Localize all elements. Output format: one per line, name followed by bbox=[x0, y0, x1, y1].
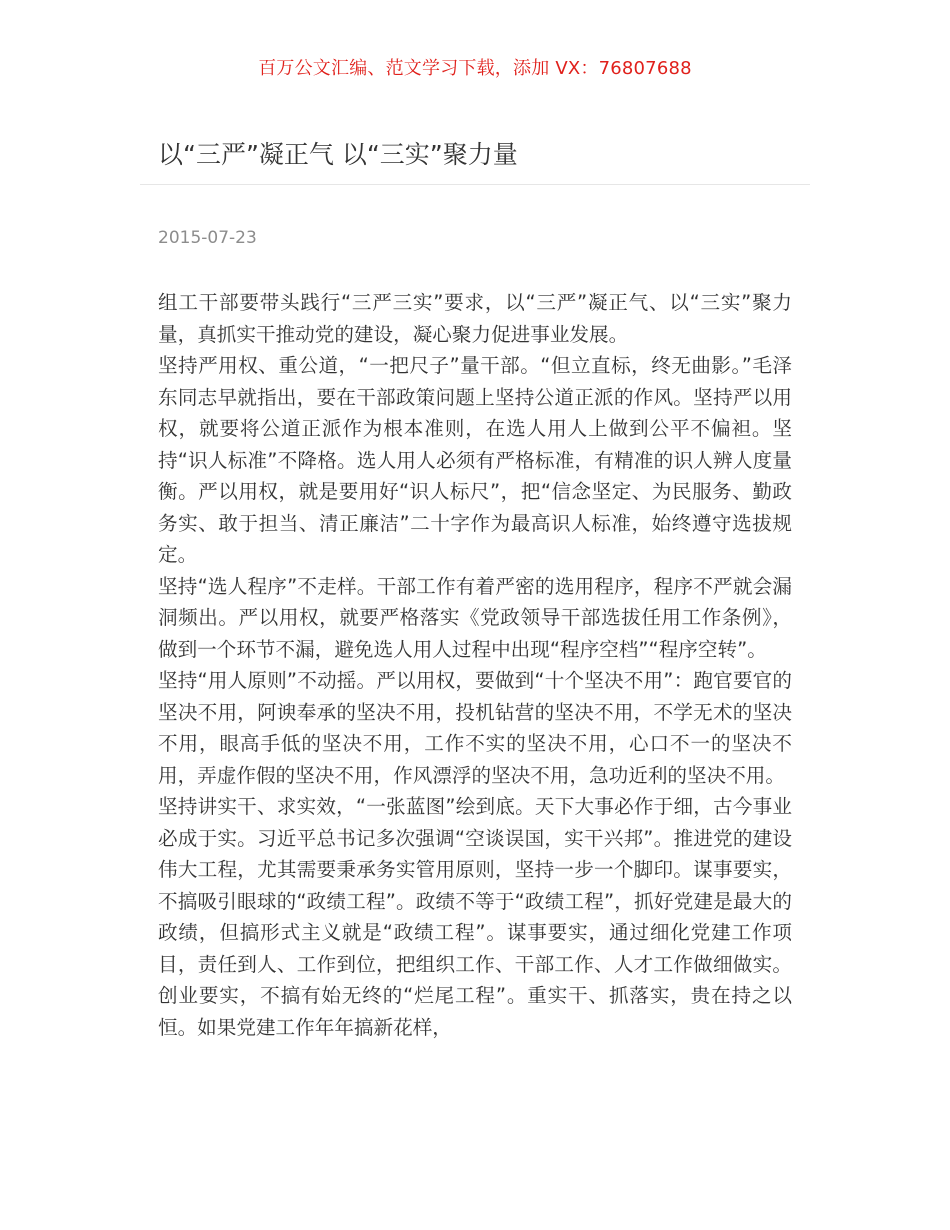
publish-date: 2015-07-23 bbox=[158, 228, 257, 248]
article-title: 以“三严”凝正气 以“三实”聚力量 bbox=[158, 140, 518, 169]
article-body bbox=[158, 287, 792, 1043]
paragraph: 组工干部要带头践行“三严三实”要求，以“三严”凝正气、以“三实”聚力量，真抓实干推动党的建设，凝心聚力促进事业发展。 bbox=[158, 291, 792, 346]
title-divider bbox=[140, 184, 810, 185]
paragraph: 坚持严用权、重公道，“一把尺子”量干部。“但立直标，终无曲影。”毛泽东同志早就指出，要在干部政策问题上坚持公道正派的作风。坚持严以用权，就要将公道正派作为根本准则，在选人用人上做到公平不偏袒。坚持“识人标准”不降格。选人用人必须有严格标准，有精准的识人辨人度量衡。严以用权，就是要用好“识人标尺”，把“信念坚定、为民服务、勤政务实、敢于担当、清正廉洁”二十字作为最高识人标准，始终遵守选拔规定。 bbox=[158, 354, 792, 566]
paragraph: 坚持“用人原则”不动摇。严以用权，要做到“十个坚决不用”：跑官要官的坚决不用，阿谀奉承的坚决不用，投机钻营的坚决不用，不学无术的坚决不用，眼高手低的坚决不用，工作不实的坚决不用，心口不一的坚决不用，弄虚作假的坚决不用，作风漂浮的坚决不用，急功近利的坚决不用。 bbox=[158, 669, 792, 787]
paragraph: 坚持讲实干、求实效，“一张蓝图”绘到底。天下大事必作于细，古今事业必成于实。习近平总书记多次强调“空谈误国，实干兴邦”。推进党的建设伟大工程，尤其需要秉承务实管用原则，坚持一步一个脚印。谋事要实，不搞吸引眼球的“政绩工程”。政绩不等于“政绩工程”，抓好党建是最大的政绩，但搞形式主义就是“政绩工程”。谋事要实，通过细化党建工作项目，责任到人、工作到位，把组织工作、干部工作、人才工作做细做实。创业要实，不搞有始无终的“烂尾工程”。重实干、抓落实，贵在持之以恒。如果党建工作年年搞新花样， bbox=[158, 795, 792, 1039]
download-banner: 百万公文汇编、范文学习下载，添加 VX：76807688 bbox=[258, 58, 692, 79]
paragraph: 坚持“选人程序”不走样。干部工作有着严密的选用程序，程序不严就会漏洞频出。严以用权，就要严格落实《党政领导干部选拔任用工作条例》，做到一个环节不漏，避免选人用人过程中出现“程序空档”“程序空转”。 bbox=[158, 574, 792, 661]
